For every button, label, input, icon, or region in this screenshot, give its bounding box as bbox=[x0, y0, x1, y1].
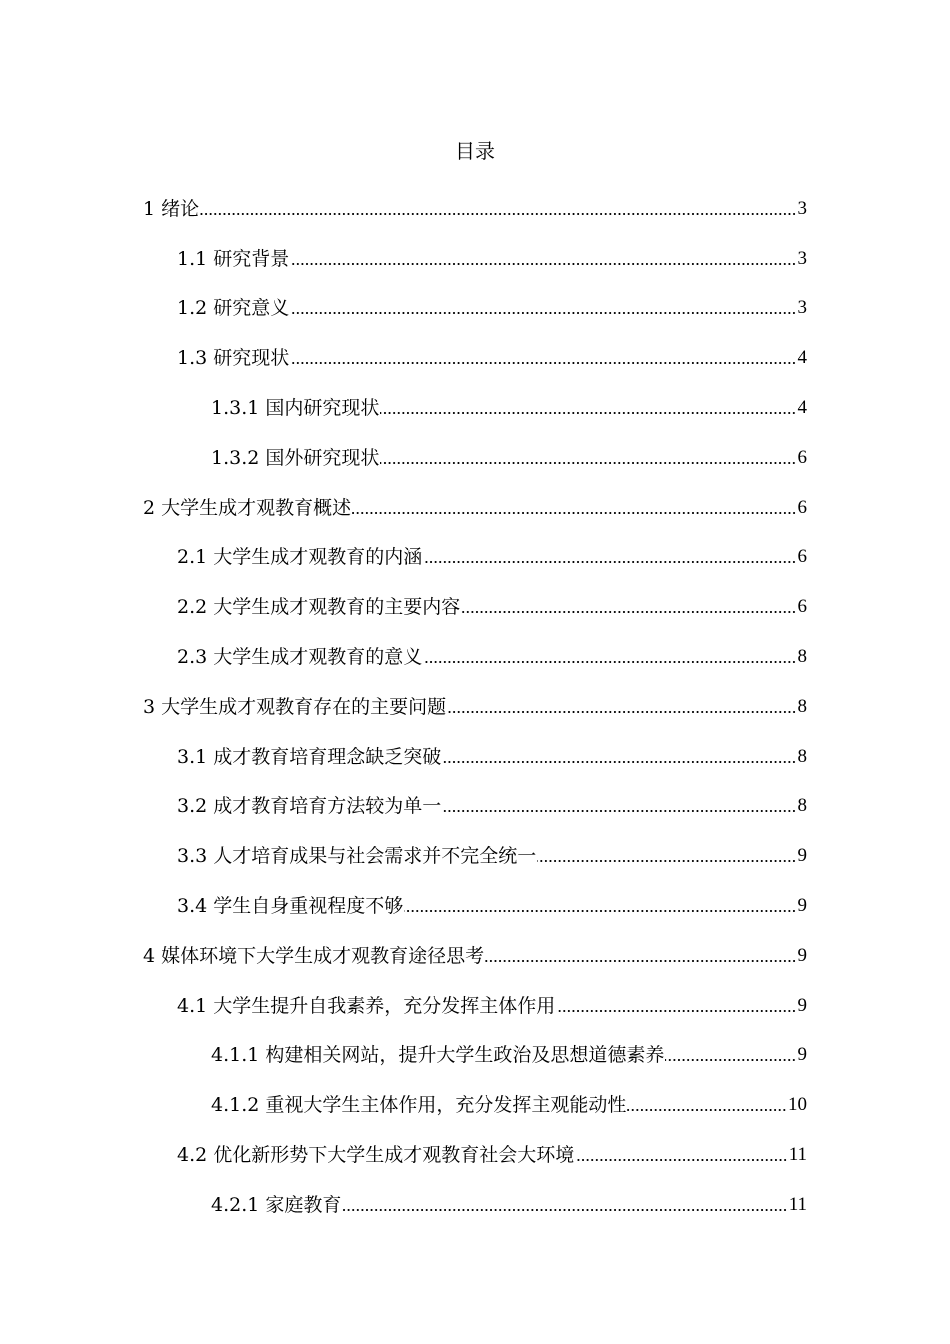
toc-entry[interactable] bbox=[0, 931, 950, 981]
toc-entry-label: 4.2.1 家庭教育 bbox=[211, 1193, 342, 1216]
toc-entry-label: 2.1 大学生成才观教育的内涵 bbox=[177, 546, 423, 569]
dot-leader bbox=[342, 1207, 787, 1213]
toc-entry[interactable] bbox=[0, 782, 950, 832]
toc-entry-label: 4.1.1 构建相关网站，提升大学生政治及思想道德素养 bbox=[211, 1044, 665, 1067]
toc-entry-label: 1.3.1 国内研究现状 bbox=[211, 397, 380, 420]
toc-entry[interactable] bbox=[0, 483, 950, 533]
toc-entry[interactable] bbox=[0, 632, 950, 682]
toc-entry-page: 8 bbox=[797, 795, 807, 817]
dot-leader bbox=[290, 310, 796, 316]
dot-leader bbox=[485, 958, 796, 964]
toc-entry-label: 2.3 大学生成才观教育的意义 bbox=[177, 646, 423, 669]
toc-entry[interactable] bbox=[0, 184, 950, 234]
dot-leader bbox=[665, 1057, 796, 1063]
dot-leader bbox=[442, 759, 796, 765]
toc-entry[interactable] bbox=[0, 383, 950, 433]
toc-entry-page: 10 bbox=[788, 1094, 807, 1116]
toc-entry-page: 3 bbox=[797, 247, 807, 269]
toc-entry-page: 6 bbox=[797, 546, 807, 568]
toc-entry[interactable] bbox=[0, 881, 950, 931]
dot-leader bbox=[380, 460, 796, 466]
toc-entry-label: 4.1 大学生提升自我素养，充分发挥主体作用 bbox=[177, 994, 556, 1017]
toc-entry[interactable] bbox=[0, 981, 950, 1031]
dot-leader bbox=[352, 510, 796, 516]
toc-entry-page: 8 bbox=[797, 646, 807, 668]
dot-leader bbox=[380, 410, 796, 416]
dot-leader bbox=[627, 1107, 787, 1113]
toc-entry-page: 8 bbox=[797, 695, 807, 717]
toc-entry-page: 6 bbox=[797, 496, 807, 518]
toc-entry[interactable] bbox=[0, 1080, 950, 1130]
toc-entry-page: 4 bbox=[797, 347, 807, 369]
toc-entry[interactable] bbox=[0, 333, 950, 383]
toc-entry-label: 1.2 研究意义 bbox=[177, 297, 290, 320]
toc-entry-label: 4 媒体环境下大学生成才观教育途径思考 bbox=[143, 944, 485, 967]
toc-entry[interactable] bbox=[0, 831, 950, 881]
toc-entry-label: 2.2 大学生成才观教育的主要内容 bbox=[177, 596, 461, 619]
dot-leader bbox=[290, 360, 796, 366]
toc-entry-page: 9 bbox=[797, 994, 807, 1016]
toc-entry-page: 3 bbox=[797, 197, 807, 219]
dot-leader bbox=[537, 858, 796, 864]
toc-entry[interactable] bbox=[0, 582, 950, 632]
toc-entry-label: 3.1 成才教育培育理念缺乏突破 bbox=[177, 745, 442, 768]
toc-entry-page: 9 bbox=[797, 895, 807, 917]
toc-entry[interactable] bbox=[0, 732, 950, 782]
toc-entry-page: 9 bbox=[797, 944, 807, 966]
toc-entry-label: 3.2 成才教育培育方法较为单一 bbox=[177, 795, 442, 818]
toc-entry[interactable] bbox=[0, 284, 950, 334]
dot-leader bbox=[423, 559, 796, 565]
dot-leader bbox=[556, 1008, 796, 1014]
toc-entry[interactable] bbox=[0, 433, 950, 483]
toc-entry-label: 3 大学生成才观教育存在的主要问题 bbox=[143, 695, 447, 718]
toc-entry-label: 1.3.2 国外研究现状 bbox=[211, 446, 380, 469]
dot-leader bbox=[442, 808, 796, 814]
toc-entry[interactable] bbox=[0, 533, 950, 583]
toc-entry[interactable] bbox=[0, 1130, 950, 1180]
toc-title: 目录 bbox=[455, 139, 495, 163]
toc-entry-page: 9 bbox=[797, 845, 807, 867]
toc-entry-page: 6 bbox=[797, 446, 807, 468]
toc-entry-label: 2 大学生成才观教育概述 bbox=[143, 496, 352, 519]
dot-leader bbox=[200, 211, 796, 217]
dot-leader bbox=[290, 261, 796, 267]
table-of-contents bbox=[0, 184, 950, 1230]
toc-entry-label: 3.4 学生自身重视程度不够 bbox=[177, 895, 404, 918]
dot-leader bbox=[423, 659, 796, 665]
toc-entry-label: 1.1 研究背景 bbox=[177, 247, 290, 270]
toc-entry[interactable] bbox=[0, 234, 950, 284]
toc-entry[interactable] bbox=[0, 1031, 950, 1081]
toc-entry-label: 1 绪论 bbox=[143, 197, 200, 220]
toc-entry-page: 4 bbox=[797, 397, 807, 419]
toc-entry-label: 1.3 研究现状 bbox=[177, 347, 290, 370]
toc-entry-page: 6 bbox=[797, 596, 807, 618]
toc-entry-page: 9 bbox=[797, 1044, 807, 1066]
dot-leader bbox=[461, 609, 796, 615]
toc-entry[interactable] bbox=[0, 1180, 950, 1230]
toc-entry-page: 11 bbox=[788, 1144, 807, 1166]
dot-leader bbox=[404, 908, 796, 914]
dot-leader bbox=[575, 1157, 787, 1163]
dot-leader bbox=[447, 709, 796, 715]
toc-entry-label: 3.3 人才培育成果与社会需求并不完全统一 bbox=[177, 845, 537, 868]
toc-entry-page: 11 bbox=[788, 1193, 807, 1215]
toc-entry-label: 4.1.2 重视大学生主体作用，充分发挥主观能动性 bbox=[211, 1094, 627, 1117]
toc-entry-page: 3 bbox=[797, 297, 807, 319]
toc-entry[interactable] bbox=[0, 682, 950, 732]
toc-entry-page: 8 bbox=[797, 745, 807, 767]
toc-entry-label: 4.2 优化新形势下大学生成才观教育社会大环境 bbox=[177, 1144, 575, 1167]
